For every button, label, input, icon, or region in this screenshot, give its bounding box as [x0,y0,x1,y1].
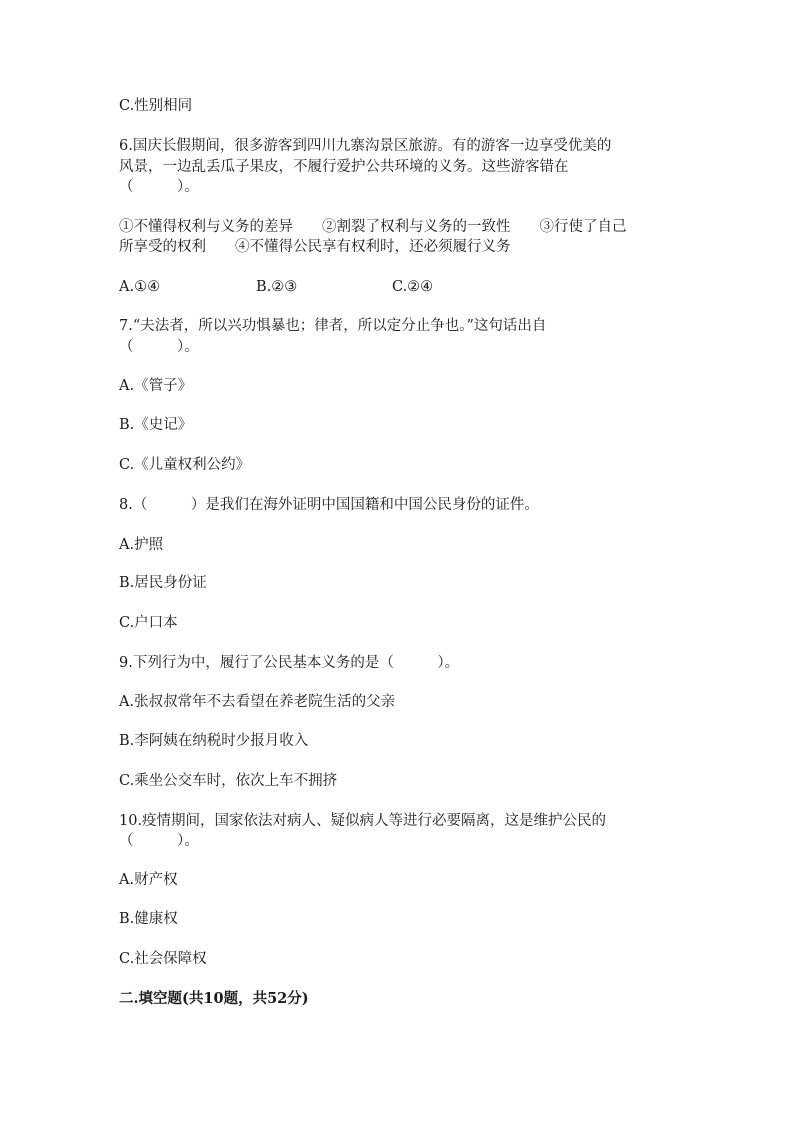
q8-stem: 8.（ ）是我们在海外证明中国国籍和中国公民身份的证件。 [119,497,539,513]
q10-stem-line1: 10.疫情期间，国家依法对病人、疑似病人等进行必要隔离，这是维护公民的 [119,813,607,829]
section-heading-fill-in: 二.填空题(共10题，共52分) [119,990,309,1007]
q6-stem-line1: 6.国庆长假期间，很多游客到四川九寨沟景区旅游。有的游客一边享受优美的 [119,138,612,154]
q9-option-c: C.乘坐公交车时，依次上车不拥挤 [119,773,338,789]
q8-option-a: A.护照 [119,537,164,553]
q9-stem: 9.下列行为中，履行了公民基本义务的是（ ）。 [119,655,460,671]
q7-option-b: B.《史记》 [119,417,193,433]
q5-option-c: C.性别相同 [119,98,193,114]
q6-option-a: A.①④ [119,279,161,295]
q6-option-b: B.②③ [256,279,298,295]
q6-statements-line1: ①不懂得权利与义务的差异 ②割裂了权利与义务的一致性 ③行使了自己 [119,219,627,235]
q8-option-c: C.户口本 [119,615,178,631]
q6-stem-line3: （ ）。 [119,179,199,195]
q9-option-b: B.李阿姨在纳税时少报月收入 [119,733,309,749]
q6-statements-line2: 所享受的权利 ④不懂得公民享有权利时，还必须履行义务 [119,239,511,255]
q8-option-b: B.居民身份证 [119,575,207,591]
q7-option-a: A.《管子》 [119,378,193,394]
q6-option-c: C.②④ [392,279,434,295]
q10-stem-line2: （ ）。 [119,833,199,849]
q10-option-a: A.财产权 [119,872,178,888]
q9-option-a: A.张叔叔常年不去看望在养老院生活的父亲 [119,694,396,710]
q7-option-c: C.《儿童权利公约》 [119,457,251,473]
q7-stem-line1: 7.“夫法者，所以兴功惧暴也；律者，所以定分止争也。”这句话出自 [119,318,547,334]
q7-stem-line2: （ ）。 [119,339,199,355]
q10-option-b: B.健康权 [119,911,178,927]
q6-stem-line2: 风景，一边乱丢瓜子果皮，不履行爱护公共环境的义务。这些游客错在 [119,159,569,175]
q10-option-c: C.社会保障权 [119,951,207,967]
